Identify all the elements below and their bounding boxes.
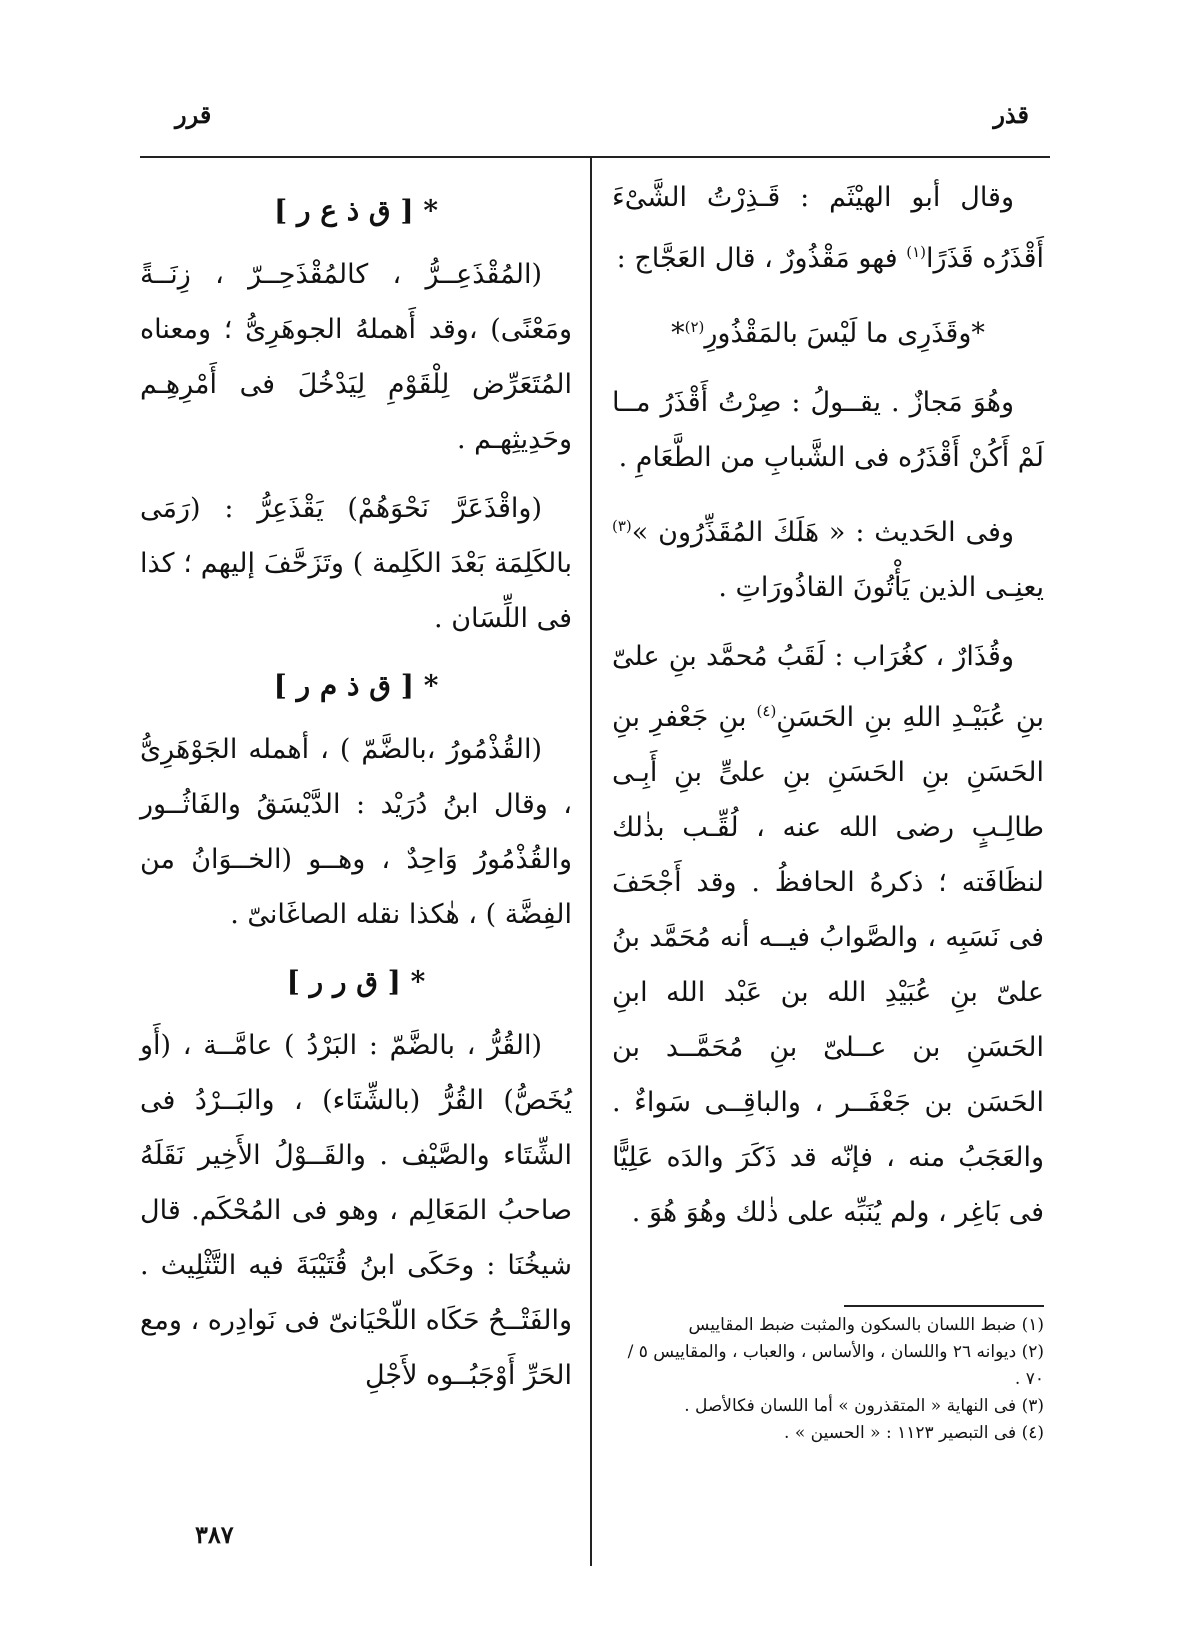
running-head-right: قذر: [993, 100, 1029, 129]
footnote-mark: (٢): [684, 318, 705, 336]
verse-text: وقَذَرِى ما لَيْسَ بالمَقْذُورِ: [704, 318, 972, 349]
footnotes: [612, 1312, 1044, 1447]
paragraph-text: فهو مَقْذُورٌ ، قال العَجَّاج :: [616, 243, 898, 274]
footnote: (٢) ديوانه ٢٦ واللسان ، والأساس ، والعباب ، والمقاييس ٥ /٧٠ .: [627, 1342, 1044, 1389]
left-column: [140, 185, 572, 1417]
entry-heading: * [ ق ذ م ر ]: [273, 669, 439, 702]
paragraph-text: يعنِـى الذين يَأْتُونَ القاذُورَاتِ .: [718, 572, 1044, 603]
paragraph-text: وقال أبو الهيْثَم : قَـذِرْتُ الشَّىْءَ أَقْذَرُه قَذَرًا: [612, 182, 1044, 274]
verse-line: *وقَذَرِى ما لَيْسَ بالمَقْذُورِ$^{(٢)}$*: [671, 318, 985, 349]
paragraph-text: بنِ جَعْفرِ بنِ الحَسَنِ بنِ الحَسَنِ بنِ علىٍّ بنِ أَبِـى طالِـبٍ رضى الله عنه ، لُقِّـب بذٰلك لنظَافَته ؛ ذكرهُ الحافظُ . وقد أَجْحَفَ فى نَسَبِه ، والصَّوابُ فيــه أنه مُحَمَّد بنُ علىّ بنِ عُبَيْدِ الله بن عَبْد الله ابنِ الحَسَنِ بن عــلىّ بنِ مُحَمَّــد بن الحَسَن بن جَعْفَــر ، والباقِــى سَواءٌ . والعَجَبُ منه ، فإنّه قد ذَكَرَ والدَه عَلِيًّا فى بَاغِر ، ولم يُنَبِّه على ذٰلك وهُوَ هُوَ .: [612, 702, 1044, 1228]
entry-heading: * [ ق ر ر ]: [286, 965, 426, 998]
entry-paragraph: [612, 629, 1044, 1240]
page-number: ٣٨٧: [195, 1520, 234, 1549]
header-rule: [140, 156, 1050, 158]
footnote-mark: (٣): [612, 517, 632, 535]
footnote-mark: (١): [906, 243, 927, 261]
entry-paragraph: (القُرُّ ، بالضَّمّ : البَرْدُ ) عامَّــة ، (أَو يُخَصُّ) القُرُّ (بالشِّتَاء) ، والبَــرْدُ فى الشِّتَاء والصَّيْف . والقَــوْلُ الأَخِير نَقَلَهُ صاحبُ المَعَالِم ، وهو فى المُحْكَم. قال شيخُنَا : وحَكَى ابنُ قُتَيْبَةَ فيه التَّثْلِيث . والفَتْــحُ حَكَاه اللّحْيَانىّ فى نَوادِره ، ومع الحَرِّ أَوْجَبُــوه لأَجْلِ: [140, 1030, 572, 1391]
entry-paragraph: (القُذْمُورُ ،بالضَّمّ ) ، أهمله الجَوْهَرِىُّ ، وقال ابنُ دُرَيْد : الدَّيْسَقُ والفَاثُــور والقُذْمُورُ وَاحِدٌ ، وهــو (الخــوَانُ من الفِضَّة ) ، هٰكذا نقله الصاغَانىّ .: [140, 734, 572, 930]
right-column: [612, 170, 1044, 1254]
paragraph-text: وقُذَارٌ ، كغُرَاب : لَقَبُ مُحمَّد بنِ علىّ بنِ عُبَيْـدِ اللهِ بنِ الحَسَنِ: [612, 641, 1044, 733]
footnote: (٤) فى التبصير ١١٢٣ : « الحسين » .: [784, 1423, 1044, 1443]
paragraph-text: وفى الحَديث : « هَلَكَ المُقَذِّرُون »: [631, 517, 1014, 548]
entry-paragraph: [612, 170, 1044, 286]
entry-heading: * [ ق ذ ع ر ]: [273, 194, 439, 227]
entry-paragraph: وهُوَ مَجازٌ . يقــولُ : صِرْتُ أَقْذَرُ مــا لَمْ أَكُنْ أَقْذَرُه فى الشَّبابِ من الطَّعَامِ .: [612, 387, 1044, 473]
entry-paragraph: [612, 499, 1044, 615]
footnote: (٣) فى النهاية « المتقذرون » أما اللسان فكالأصل .: [684, 1396, 1044, 1416]
footnote-mark: (٤): [756, 702, 777, 720]
entry-paragraph: (المُقْذَعِــرُّ ، كالمُقْذَحِــرّ ، زِنَــةً ومَعْنًى) ،وقد أَهملهُ الجوهَرِىُّ ؛ ومعناه المُتَعَرِّض لِلْقَوْمِ لِيَدْخُلَ فى أَمْرِهِـم وحَدِيثِهـم .: [140, 259, 572, 455]
footnote-rule: [844, 1305, 1044, 1307]
entry-paragraph: (واقْذَعَرَّ نَحْوَهُمْ) يَقْذَعِرُّ : (رَمَى بالكَلِمَة بَعْدَ الكَلِمة ) وتَزَحَّفَ إليهم ؛ كذا فى اللِّسَان .: [140, 493, 572, 634]
footnote: (١) ضبط اللسان بالسكون والمثبت ضبط المقاييس: [688, 1315, 1044, 1335]
column-divider: [590, 156, 592, 1566]
running-head-left: قرر: [175, 100, 212, 129]
